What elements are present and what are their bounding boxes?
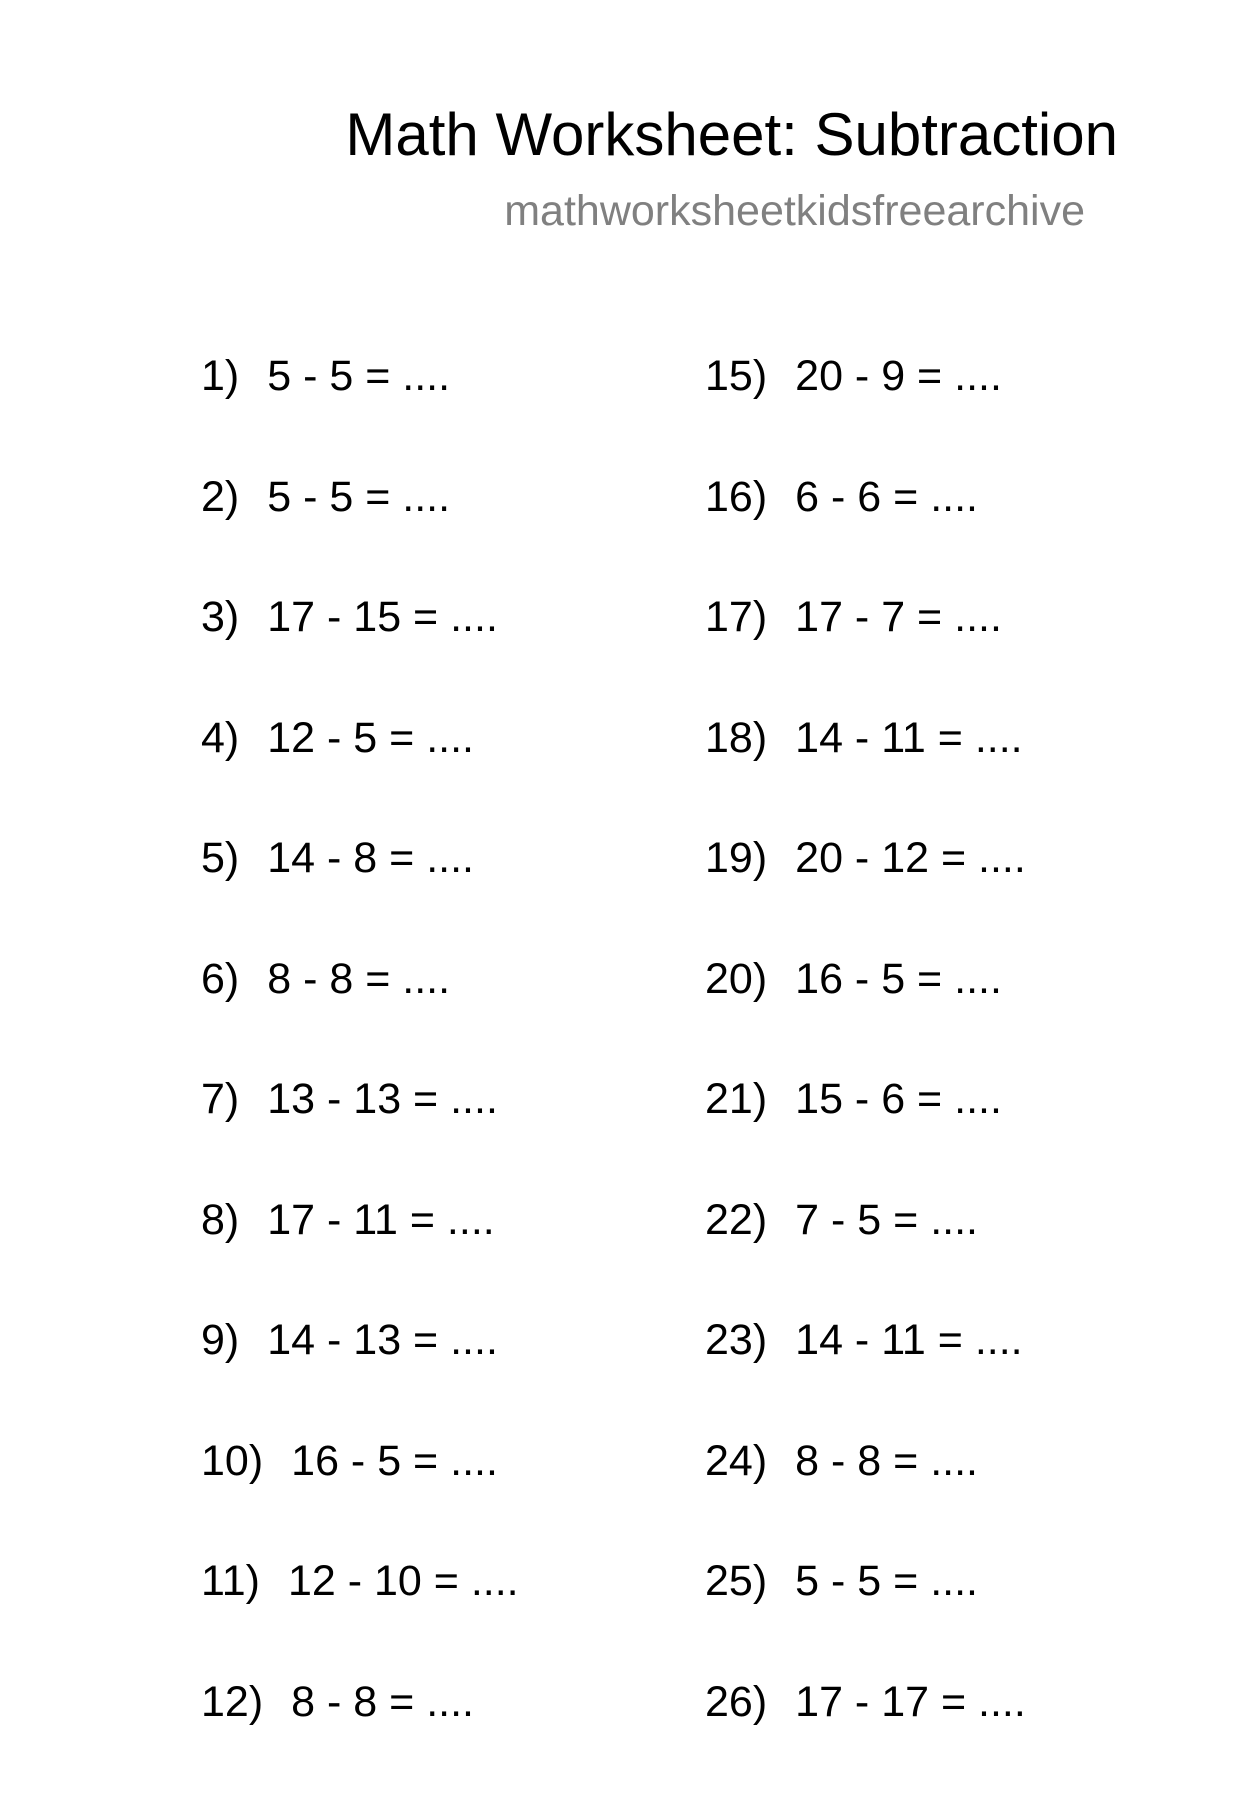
problem-number: 26) (705, 1677, 767, 1727)
problem-number: 2) (201, 472, 239, 522)
problem-number: 16) (705, 472, 767, 522)
problem-expression: 14 - 11 = .... (795, 1315, 1022, 1365)
problem-expression: 8 - 8 = .... (795, 1436, 978, 1486)
problem-number: 18) (705, 713, 767, 763)
problem-number: 4) (201, 713, 239, 763)
problem-expression: 5 - 5 = .... (267, 351, 450, 401)
problem-expression: 14 - 11 = .... (795, 713, 1022, 763)
problem-number: 7) (201, 1074, 239, 1124)
problem-item (705, 1195, 1026, 1316)
problem-expression: 14 - 13 = .... (267, 1315, 498, 1365)
problem-column-right (705, 351, 1026, 1797)
problem-item (201, 592, 519, 713)
problem-number: 12) (201, 1677, 263, 1727)
problem-number: 8) (201, 1195, 239, 1245)
problem-item (705, 713, 1026, 834)
problem-expression: 15 - 6 = .... (795, 1074, 1002, 1124)
problem-item (201, 472, 519, 593)
problem-item (705, 1436, 1026, 1557)
problem-item (705, 1315, 1026, 1436)
problem-expression: 20 - 9 = .... (795, 351, 1002, 401)
problem-number: 5) (201, 833, 239, 883)
problem-item (201, 1436, 519, 1557)
problem-item (705, 1556, 1026, 1677)
problem-item (201, 954, 519, 1075)
problem-item (705, 592, 1026, 713)
problem-expression: 5 - 5 = .... (267, 472, 450, 522)
problem-number: 17) (705, 592, 767, 642)
problem-expression: 13 - 13 = .... (267, 1074, 498, 1124)
problem-expression: 8 - 8 = .... (267, 954, 450, 1004)
problem-item (201, 1677, 519, 1797)
problem-expression: 5 - 5 = .... (795, 1556, 978, 1606)
problem-number: 15) (705, 351, 767, 401)
problem-expression: 8 - 8 = .... (291, 1677, 474, 1727)
problem-column-left (201, 351, 519, 1797)
problem-expression: 16 - 5 = .... (795, 954, 1002, 1004)
problem-expression: 17 - 11 = .... (267, 1195, 494, 1245)
problem-number: 21) (705, 1074, 767, 1124)
page-title: Math Worksheet: Subtraction (0, 100, 1118, 170)
problem-expression: 12 - 5 = .... (267, 713, 474, 763)
problem-expression: 20 - 12 = .... (795, 833, 1026, 883)
problem-number: 1) (201, 351, 239, 401)
problem-expression: 17 - 17 = .... (795, 1677, 1026, 1727)
problem-item (201, 713, 519, 834)
problem-item (705, 472, 1026, 593)
problem-expression: 6 - 6 = .... (795, 472, 978, 522)
problem-item (201, 833, 519, 954)
problem-expression: 12 - 10 = .... (288, 1556, 519, 1606)
problem-item (201, 351, 519, 472)
problem-number: 20) (705, 954, 767, 1004)
problem-number: 6) (201, 954, 239, 1004)
problem-item (705, 1074, 1026, 1195)
problem-expression: 7 - 5 = .... (795, 1195, 978, 1245)
problem-expression: 14 - 8 = .... (267, 833, 474, 883)
problem-number: 11) (201, 1556, 260, 1606)
problem-item (705, 351, 1026, 472)
problem-expression: 17 - 7 = .... (795, 592, 1002, 642)
problem-number: 24) (705, 1436, 767, 1486)
problem-item (201, 1074, 519, 1195)
problem-number: 19) (705, 833, 767, 883)
problem-number: 9) (201, 1315, 239, 1365)
problem-item (705, 1677, 1026, 1797)
site-name: mathworksheetkidsfreearchive (0, 186, 1085, 236)
problem-expression: 17 - 15 = .... (267, 592, 498, 642)
problem-number: 25) (705, 1556, 767, 1606)
problem-item (201, 1315, 519, 1436)
problem-item (201, 1556, 519, 1677)
problem-item (201, 1195, 519, 1316)
problem-number: 23) (705, 1315, 767, 1365)
problem-number: 3) (201, 592, 239, 642)
problem-number: 22) (705, 1195, 767, 1245)
problem-expression: 16 - 5 = .... (291, 1436, 498, 1486)
problem-item (705, 833, 1026, 954)
problem-item (705, 954, 1026, 1075)
problem-number: 10) (201, 1436, 263, 1486)
